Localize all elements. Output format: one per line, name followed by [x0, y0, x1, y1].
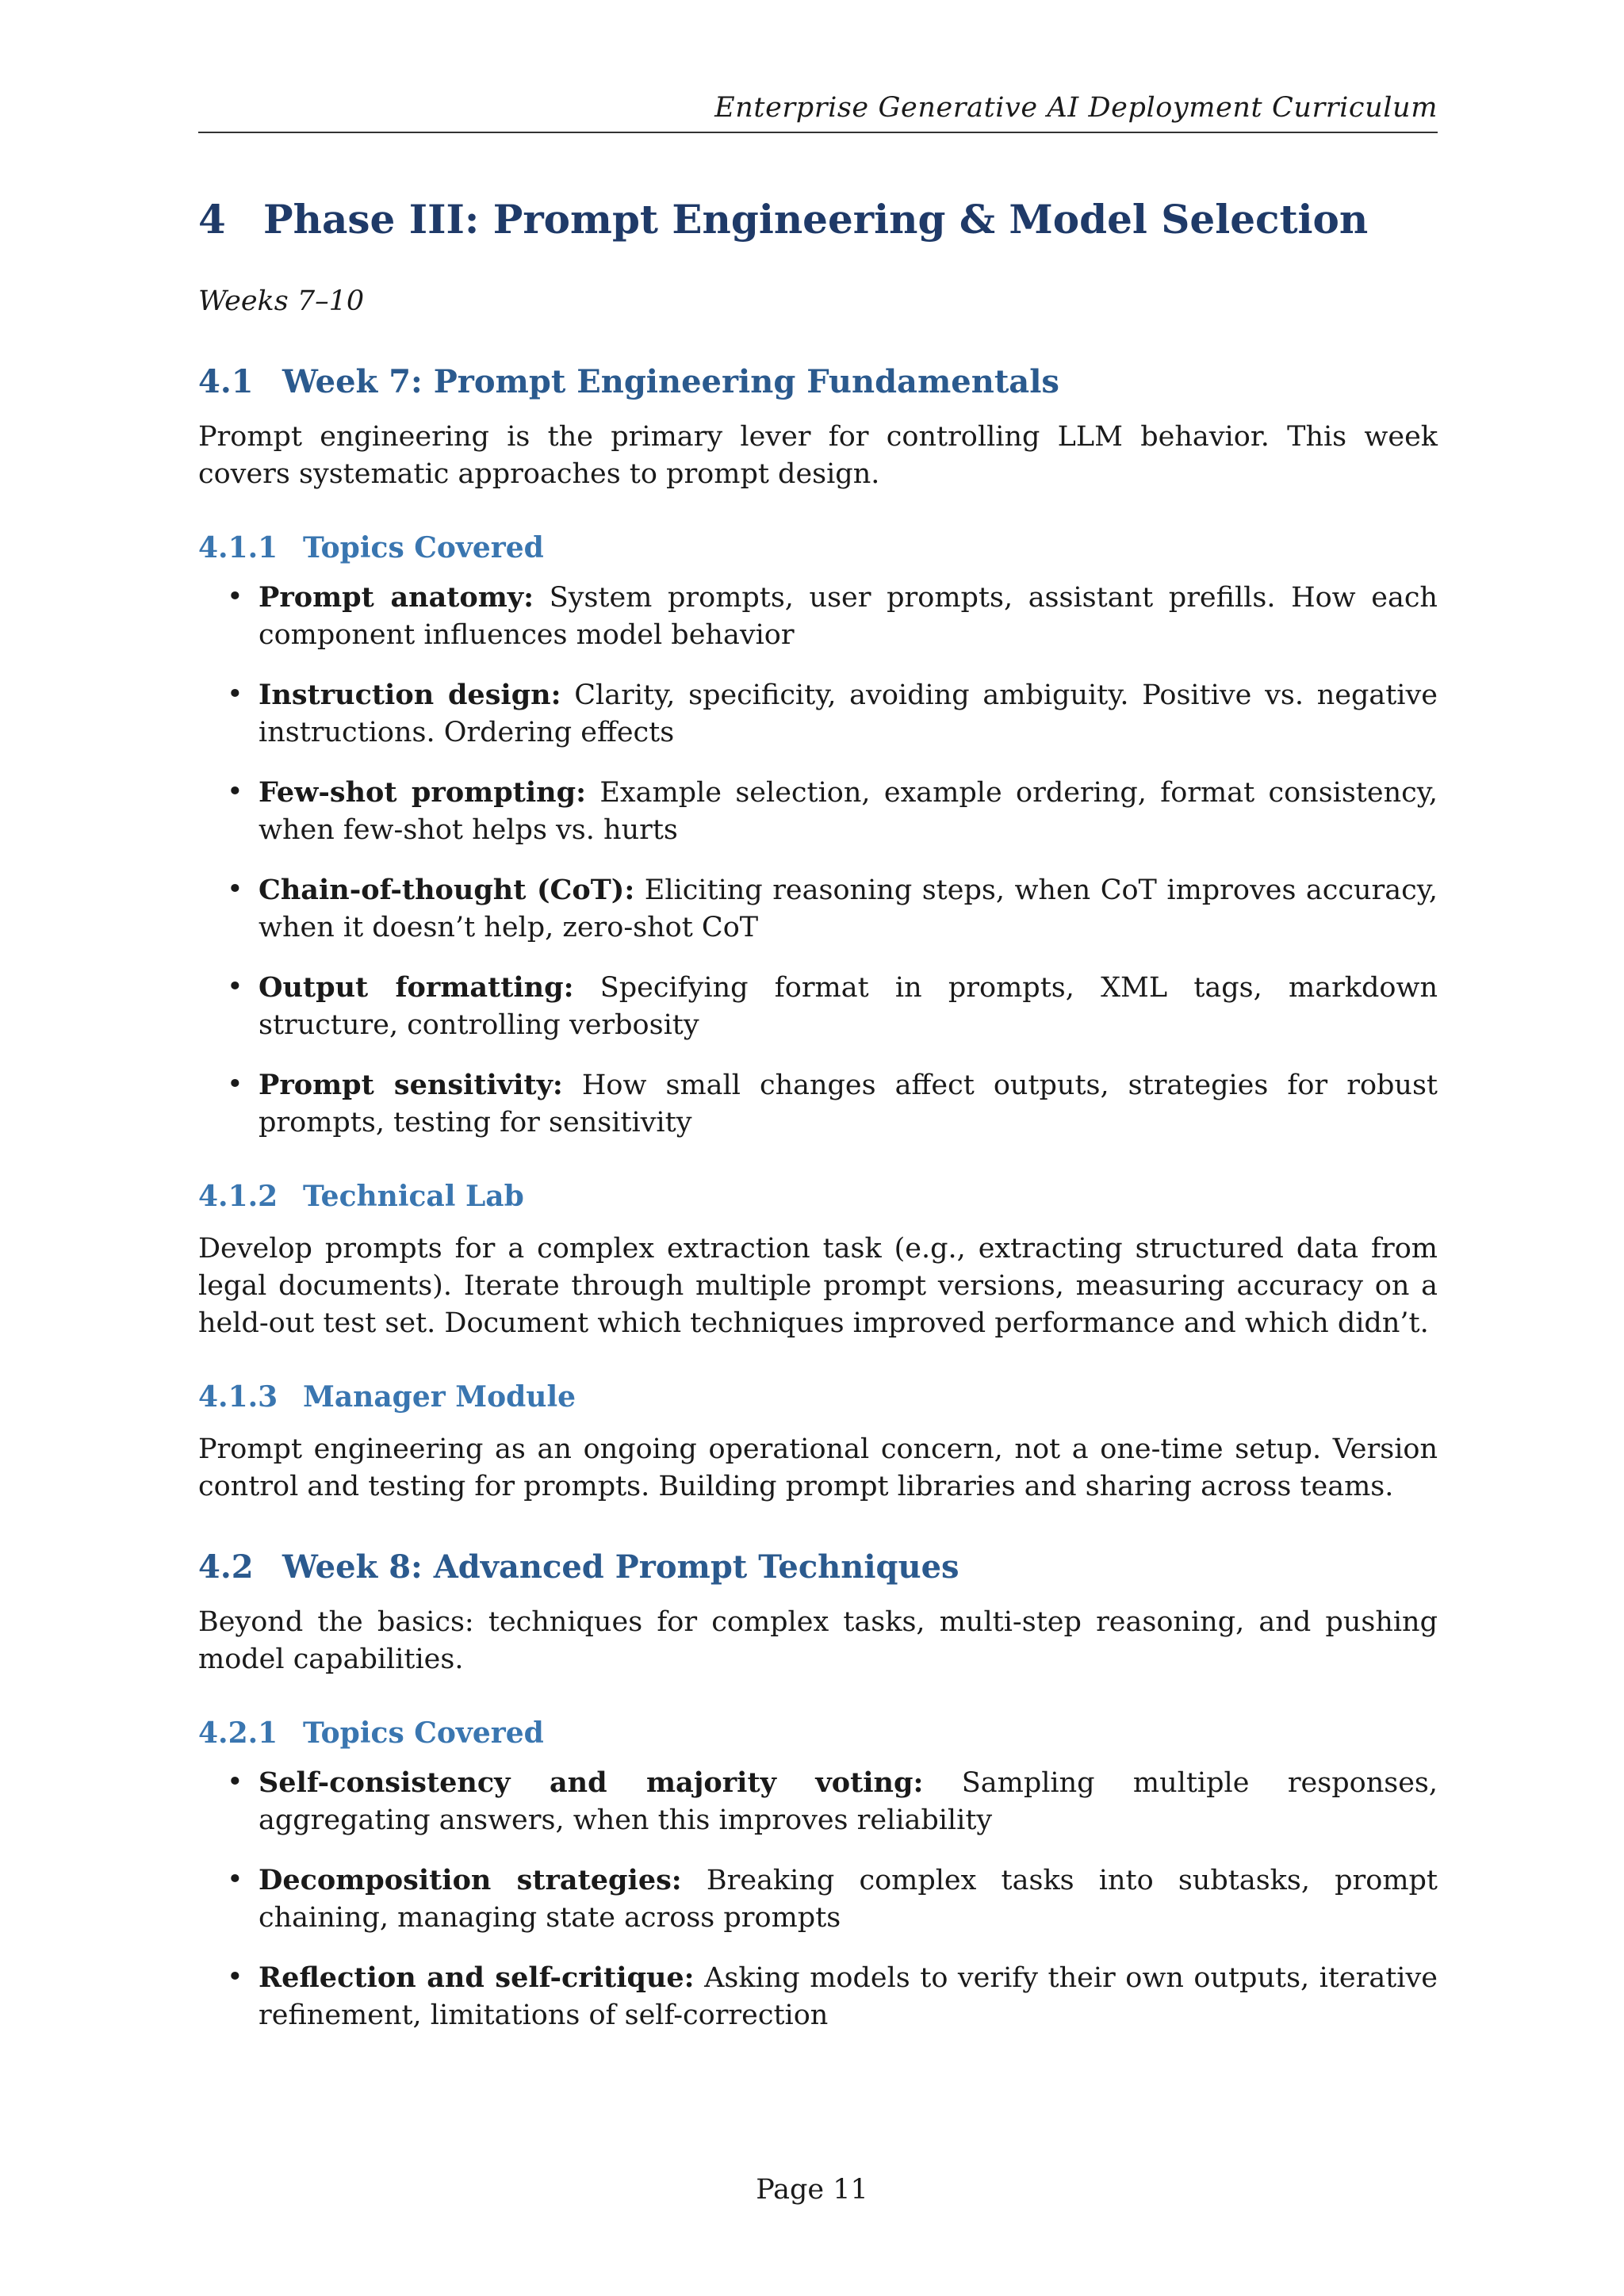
list-item [198, 676, 1438, 752]
subsubsection-number: 4.1.2 [198, 1180, 278, 1213]
subsection-title: Week 7: Prompt Engineering Fundamentals [282, 363, 1059, 400]
list-item [198, 1066, 1438, 1142]
subsubsection-heading-topics-week7 [198, 528, 1438, 568]
subsection-title: Week 8: Advanced Prompt Techniques [282, 1548, 959, 1586]
topic-text: Sampling multiple responses, aggregating answers, when this improves reliability [259, 1767, 1438, 1836]
subsubsection-title: Technical Lab [303, 1180, 524, 1213]
topic-text: Eliciting reasoning steps, when CoT improves accuracy, when it doesn’t help, zero-shot CoT [259, 874, 1438, 943]
section-heading [198, 182, 1438, 247]
bullet-icon: • [227, 1069, 243, 1100]
running-header: Enterprise Generative AI Deployment Curriculum [714, 92, 1438, 124]
week8-intro: Beyond the basics: techniques for complex tasks, multi-step reasoning, and pushing model capabilities. [198, 1606, 1438, 1675]
topic-text: How small changes affect outputs, strategies for robust prompts, testing for sensitivity [259, 1070, 1438, 1138]
subsubsection-number: 4.1.3 [198, 1380, 278, 1414]
list-item [198, 1959, 1438, 2034]
topic-term: Decomposition strategies: [259, 1864, 682, 1896]
topic-term: Self-consistency and majority voting: [259, 1766, 924, 1799]
topic-text: Asking models to verify their own outputs, iterative refinement, limitations of self-correction [259, 1962, 1438, 2031]
topic-term: Output formatting: [259, 971, 574, 1004]
list-item [198, 1764, 1438, 1839]
topic-term: Instruction design: [259, 679, 561, 711]
list-item [198, 579, 1438, 654]
list-item [198, 871, 1438, 947]
subsection-heading-week7 [198, 360, 1438, 404]
bullet-icon: • [227, 776, 243, 808]
manager-paragraph: Prompt engineering as an ongoing operational concern, not a one-time setup. Version control and testing for prompts. Building prompt libraries and sharing across teams. [198, 1433, 1438, 1502]
week7-intro: Prompt engineering is the primary lever for controlling LLM behavior. This week covers systematic approaches to prompt design. [198, 421, 1438, 490]
subsubsection-heading-lab [198, 1177, 1438, 1216]
section-number: 4 [198, 196, 226, 243]
bullet-icon: • [227, 1766, 243, 1798]
bullet-icon: • [227, 581, 243, 613]
subsection-heading-week8 [198, 1545, 1438, 1590]
bullet-icon: • [227, 874, 243, 905]
header-rule [198, 132, 1438, 133]
topic-text: Example selection, example ordering, format consistency, when few-shot helps vs. hurts [259, 777, 1438, 846]
subsubsection-number: 4.2.1 [198, 1716, 278, 1750]
week7-topic-list [198, 579, 1438, 1142]
lab-paragraph: Develop prompts for a complex extraction task (e.g., extracting structured data from legal documents). Iterate through multiple prompt versions, measuring accuracy on a held-out test set. Document which techniques improved performance and which didn’t. [198, 1233, 1438, 1339]
topic-text: Clarity, specificity, avoiding ambiguity. Positive vs. negative instructions. Ordering effects [259, 679, 1438, 748]
topic-term: Chain-of-thought (CoT): [259, 874, 635, 906]
bullet-icon: • [227, 1864, 243, 1896]
section-title: Phase III: Prompt Engineering & Model Selection [263, 196, 1369, 243]
page-number: Page 11 [756, 2174, 868, 2206]
topic-text: Breaking complex tasks into subtasks, prompt chaining, managing state across prompts [259, 1865, 1438, 1934]
week8-topic-list [198, 1764, 1438, 2034]
topic-term: Reflection and self-critique: [259, 1961, 695, 1994]
subsection-number: 4.2 [198, 1548, 254, 1586]
page-content [198, 182, 1438, 2057]
topic-term: Prompt sensitivity: [259, 1069, 563, 1101]
subsubsection-number: 4.1.1 [198, 531, 278, 564]
subsection-number: 4.1 [198, 363, 254, 400]
subsubsection-heading-topics-week8 [198, 1713, 1438, 1753]
subsubsection-title: Manager Module [303, 1380, 576, 1414]
topic-term: Prompt anatomy: [259, 581, 534, 614]
topic-text: Specifying format in prompts, XML tags, markdown structure, controlling verbosity [259, 972, 1438, 1041]
topic-text: System prompts, user prompts, assistant prefills. How each component influences model behavior [259, 582, 1438, 651]
subsubsection-title: Topics Covered [303, 531, 544, 564]
subsubsection-heading-manager [198, 1377, 1438, 1417]
subsubsection-title: Topics Covered [303, 1716, 544, 1750]
list-item [198, 774, 1438, 849]
section-weeks: Weeks 7–10 [198, 285, 365, 317]
list-item [198, 1862, 1438, 1937]
bullet-icon: • [227, 1961, 243, 1993]
bullet-icon: • [227, 971, 243, 1003]
bullet-icon: • [227, 679, 243, 710]
topic-term: Few-shot prompting: [259, 776, 586, 809]
list-item [198, 969, 1438, 1044]
